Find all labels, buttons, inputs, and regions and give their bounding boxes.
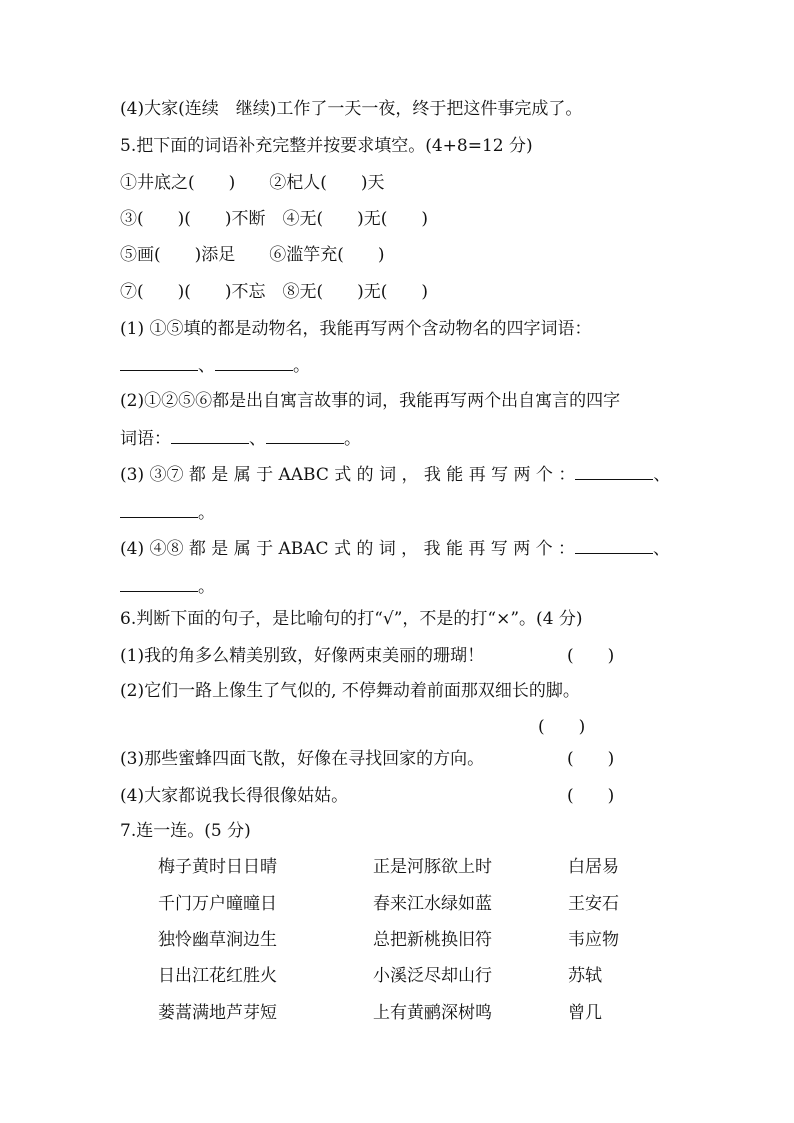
poet-name[interactable]: 王安石 [568,894,619,914]
q5-sub-4-cont: 。 [120,576,215,598]
q5-sub-2-blanks: 词语： 、 。 [120,429,361,449]
answer-blank[interactable] [215,355,293,371]
answer-parentheses[interactable]: ( ) [567,786,615,806]
q6-sentence-4: (4)大家都说我长得很像姑姑。 [120,786,349,806]
q5-sub-4: (4) ④⑧ 都 是 属 于 ABAC 式 的 词 ， 我 能 再 写 两 个 ： 、 [120,539,670,559]
poem-line[interactable]: 蒌蒿满地芦芽短 [158,1003,277,1023]
poem-line[interactable]: 小溪泛尽却山行 [373,966,492,986]
q5-row-4: ⑦( )( )不忘 ⑧无( )无( ) [120,282,429,302]
answer-blank[interactable] [120,576,198,592]
answer-blank[interactable] [120,502,198,518]
answer-blank[interactable] [171,428,249,444]
answer-blank[interactable] [575,538,653,554]
q5-sub-1: (1) ①⑤填的都是动物名，我能再写两个含动物名的四字词语： [120,319,592,339]
poet-name[interactable]: 曾几 [568,1003,602,1023]
poem-line[interactable]: 正是河豚欲上时 [373,857,492,877]
poet-name[interactable]: 韦应物 [568,930,619,950]
q5-sub-2: (2)①②⑤⑥都是出自寓言故事的词，我能再写两个出自寓言的四字 [120,391,621,411]
poem-line[interactable]: 千门万户曈曈日 [158,894,277,914]
poet-name[interactable]: 白居易 [568,857,619,877]
answer-parentheses[interactable]: ( ) [538,717,586,737]
q5-sub-3-cont: 。 [120,502,215,524]
poem-line[interactable]: 梅子黄时日日晴 [158,857,277,877]
q7-title: 7.连一连。(5 分) [120,821,251,841]
q5-sub-3: (3) ③⑦ 都 是 属 于 AABC 式 的 词 ， 我 能 再 写 两 个 ： 、 [120,465,671,485]
q5-sub-1-blanks: 、 。 [120,355,310,377]
q6-sentence-1: (1)我的角多么精美别致，好像两束美丽的珊瑚！ [120,646,485,666]
q6-title: 6.判断下面的句子，是比喻句的打“√”，不是的打“×”。(4 分) [120,609,583,629]
answer-parentheses[interactable]: ( ) [567,646,615,666]
q6-sentence-3: (3)那些蜜蜂四面飞散，好像在寻找回家的方向。 [120,749,485,769]
q6-sentence-2: (2)它们一路上像生了气似的, 不停舞动着前面那双细长的脚。 [120,681,580,701]
q5-row-1: ①井底之( ) ②杞人( )天 [120,173,385,193]
answer-blank[interactable] [120,355,198,371]
answer-blank[interactable] [266,428,344,444]
poet-name[interactable]: 苏轼 [568,966,602,986]
answer-parentheses[interactable]: ( ) [567,749,615,769]
poem-line[interactable]: 独怜幽草涧边生 [158,930,277,950]
poem-line[interactable]: 总把新桃换旧符 [373,930,492,950]
poem-line[interactable]: 日出江花红胜火 [158,966,277,986]
q5-title: 5.把下面的词语补充完整并按要求填空。(4+8=12 分) [120,136,533,156]
q5-row-3: ⑤画( )添足 ⑥滥竽充( ) [120,245,385,265]
answer-blank[interactable] [575,464,653,480]
q5-row-2: ③( )( )不断 ④无( )无( ) [120,209,429,229]
q4-sentence-4: (4)大家(连续 继续)工作了一天一夜，终于把这件事完成了。 [120,99,583,119]
poem-line[interactable]: 上有黄鹂深树鸣 [373,1003,492,1023]
poem-line[interactable]: 春来江水绿如蓝 [373,894,492,914]
